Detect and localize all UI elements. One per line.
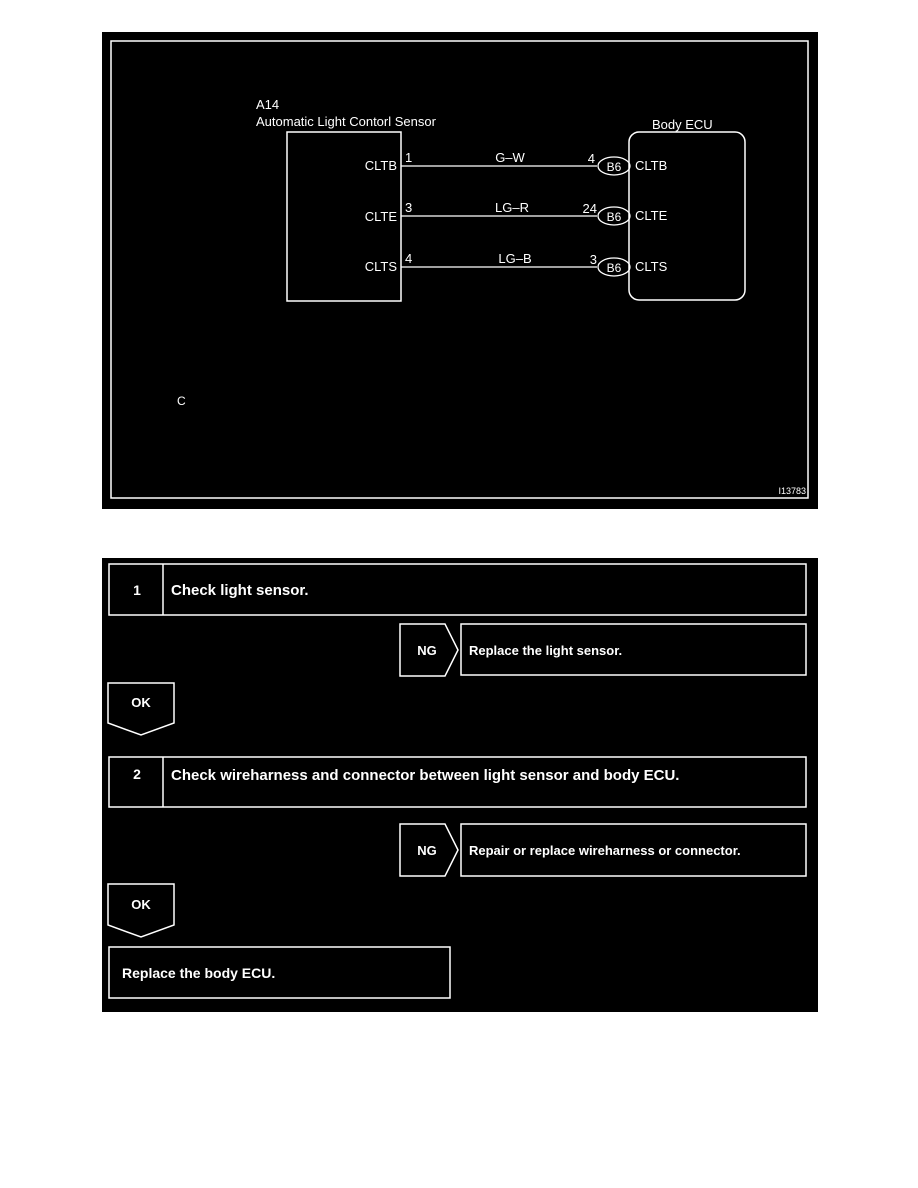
ng-action: Repair or replace wireharness or connector. xyxy=(469,843,741,858)
wire-color-label: G–W xyxy=(495,150,525,165)
sensor-terminal-label: CLTE xyxy=(364,209,397,224)
step-2-ng-branch xyxy=(400,824,806,876)
connector-label: B6 xyxy=(606,160,622,174)
ecu-terminal-label: CLTS xyxy=(635,259,668,274)
ok-label: OK xyxy=(131,897,151,912)
step-title: Check wireharness and connector between light sensor and body ECU. xyxy=(171,767,680,784)
sensor-name: Automatic Light Contorl Sensor xyxy=(256,114,436,129)
wire-row-3 xyxy=(365,251,668,276)
ecu-terminal-label: CLTE xyxy=(635,208,668,223)
ok-label: OK xyxy=(131,695,151,710)
wiring-diagram-panel xyxy=(102,32,818,509)
wire-color-label: LG–B xyxy=(498,251,532,266)
step-2-header xyxy=(109,757,806,807)
ng-action: Replace the light sensor. xyxy=(469,643,623,658)
connector-label: B6 xyxy=(606,210,622,224)
ng-label: NG xyxy=(417,843,437,858)
step-number: 1 xyxy=(133,582,141,598)
sensor-pin-label: 1 xyxy=(405,150,413,165)
ecu-pin-label: 4 xyxy=(587,151,595,166)
ecu-pin-label: 3 xyxy=(589,252,597,267)
connector-label: B6 xyxy=(606,261,622,275)
step-2-ok-arrow xyxy=(108,884,174,937)
sensor-terminal-label: CLTS xyxy=(364,259,397,274)
step-1-header xyxy=(109,564,806,615)
wiring-diagram xyxy=(102,32,818,509)
sensor-pin-label: 4 xyxy=(405,251,413,266)
ecu-terminal-label: CLTB xyxy=(635,158,668,173)
final-action xyxy=(109,947,450,998)
diagram-border xyxy=(111,41,808,498)
wire-row-1 xyxy=(365,150,668,175)
step-1-ok-arrow xyxy=(108,683,174,735)
step-1-ng-branch xyxy=(400,624,806,676)
ecu-pin-label: 24 xyxy=(582,201,597,216)
step-number: 2 xyxy=(133,766,141,782)
sensor-terminal-label: CLTB xyxy=(364,158,397,173)
figure-id: I13783 xyxy=(778,486,806,496)
ecu-name: Body ECU xyxy=(652,117,713,132)
flowchart xyxy=(102,558,818,1012)
sensor-code: A14 xyxy=(256,97,280,112)
stray-mark: C xyxy=(177,394,186,408)
troubleshooting-flowchart xyxy=(102,558,818,1012)
wire-row-2 xyxy=(365,200,668,225)
wire-color-label: LG–R xyxy=(495,200,529,215)
sensor-pin-label: 3 xyxy=(405,200,413,215)
final-action-text: Replace the body ECU. xyxy=(122,965,276,981)
step-title: Check light sensor. xyxy=(171,582,309,599)
ng-label: NG xyxy=(417,643,437,658)
